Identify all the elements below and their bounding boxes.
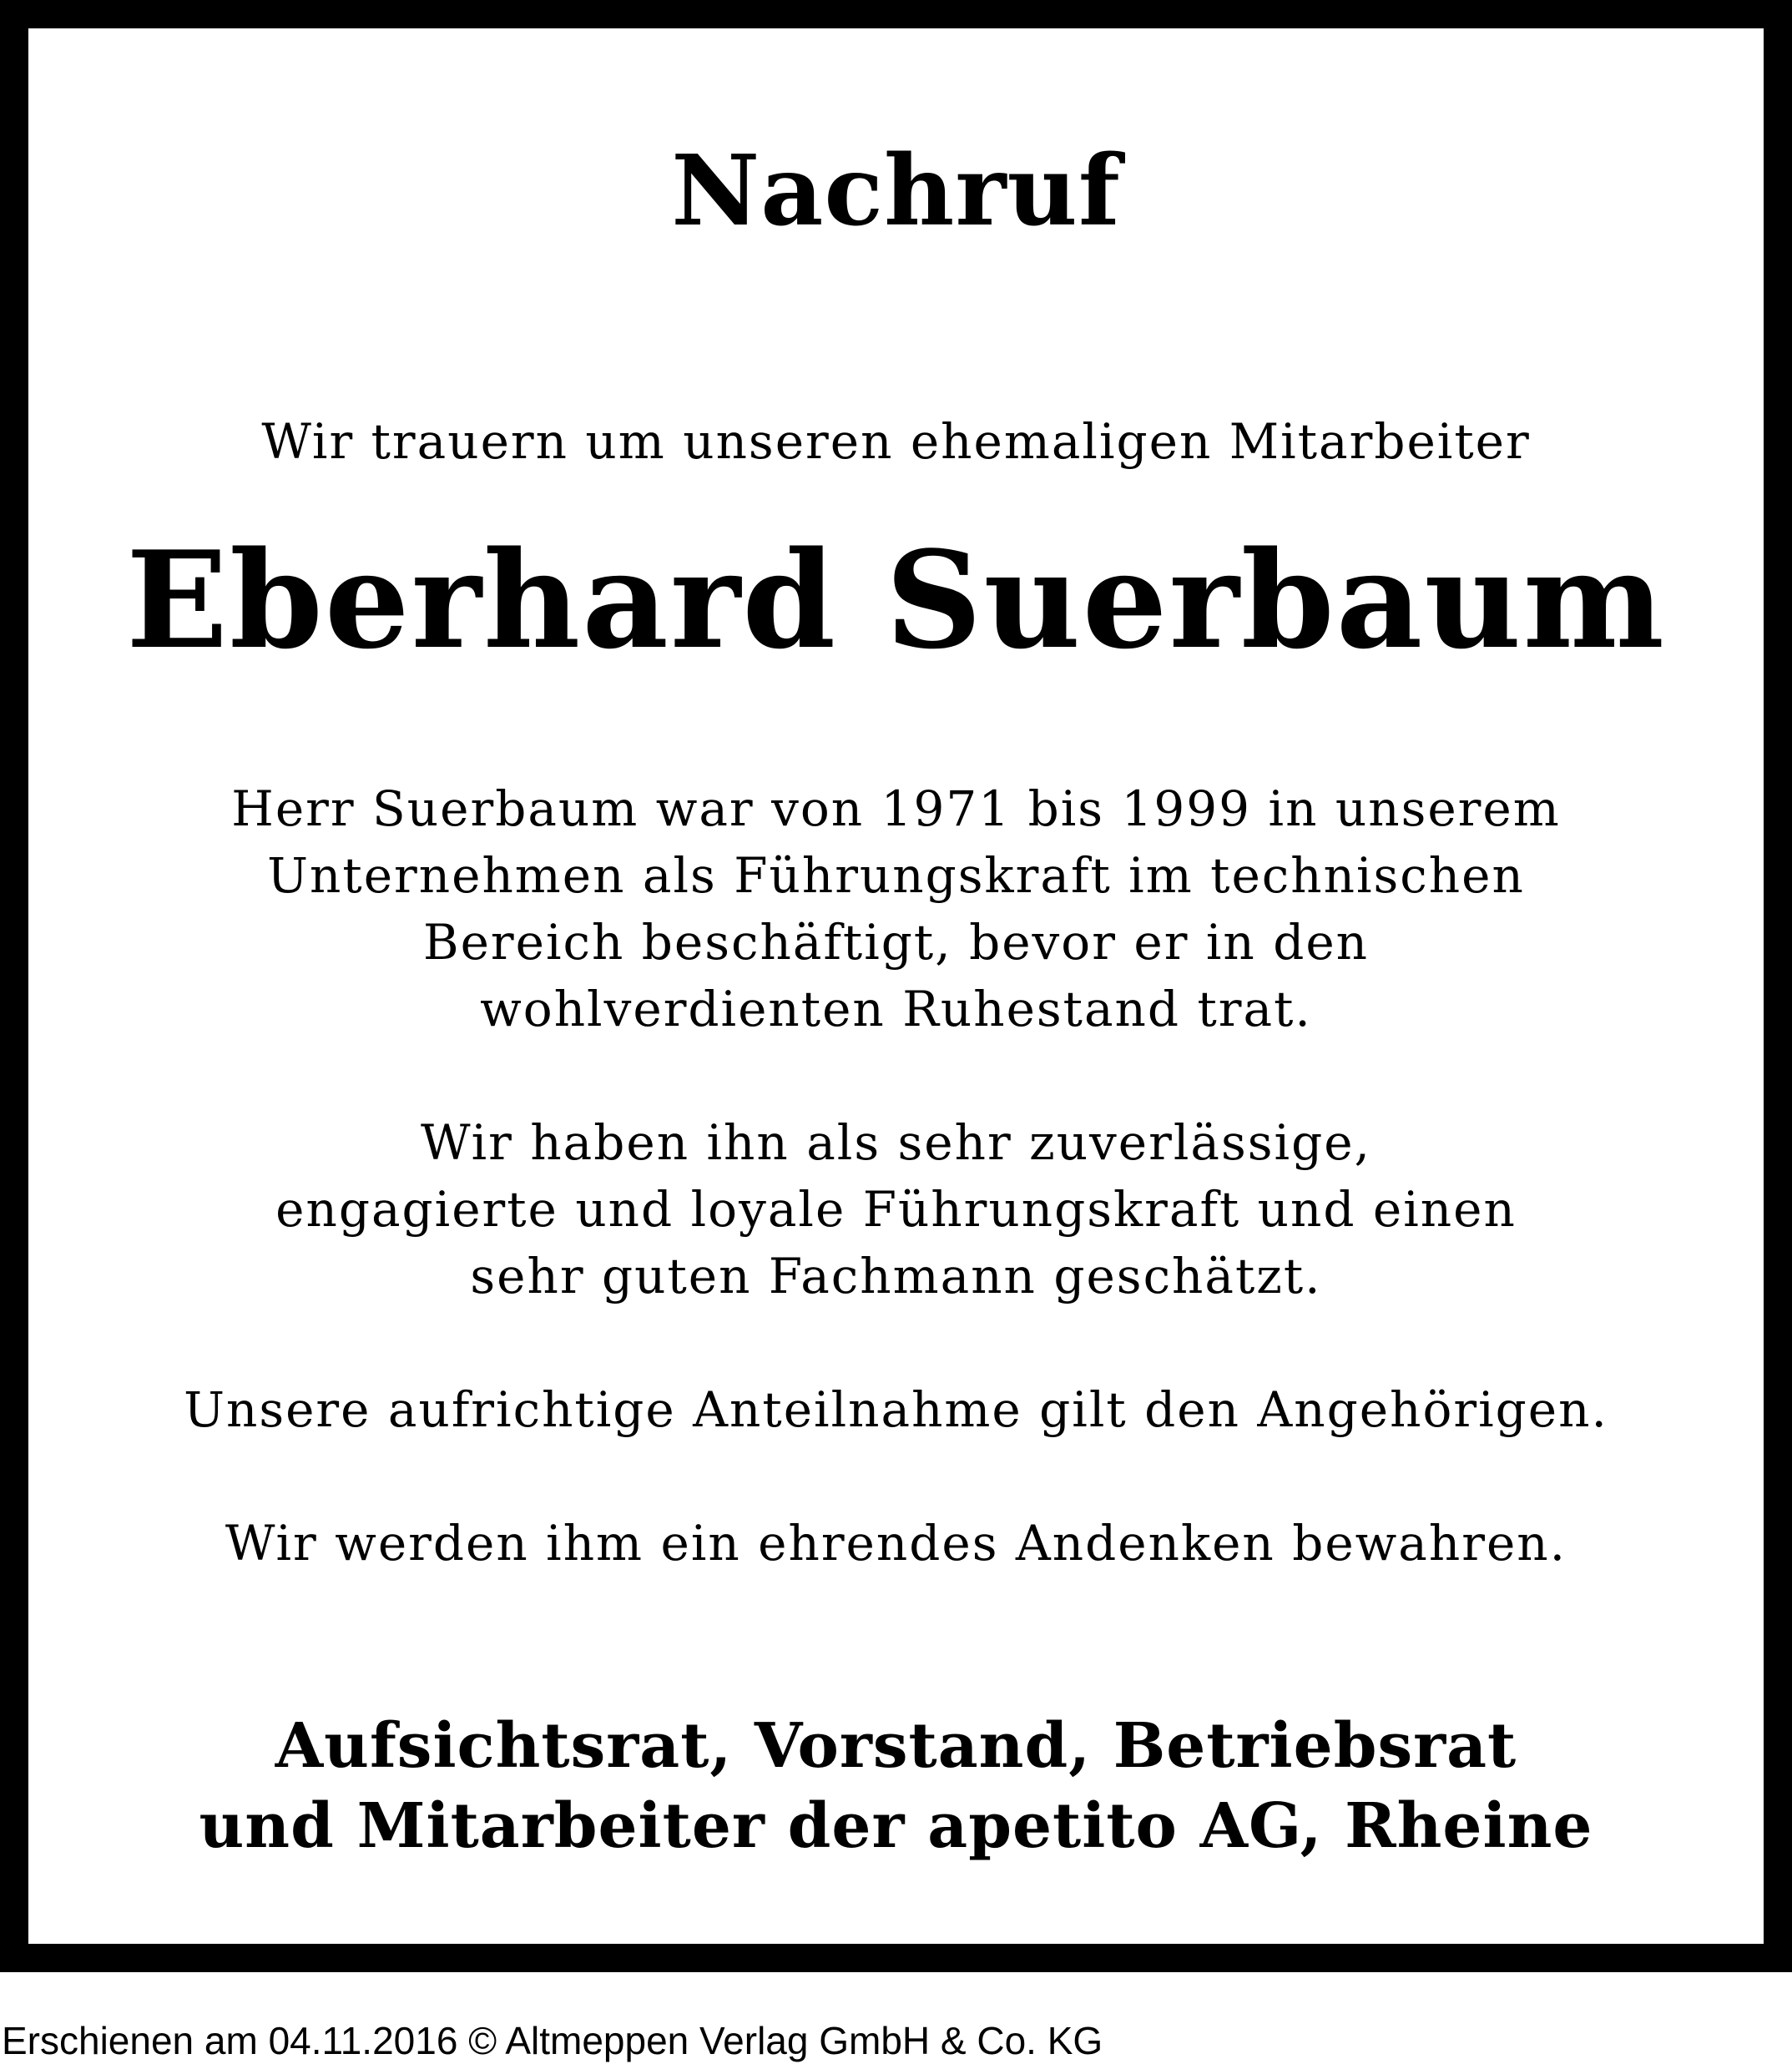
appreciation-paragraph [57, 1109, 1735, 1310]
publication-credit: Erschienen am 04.11.2016 © Altmeppen Verlag GmbH & Co. KG [2, 2019, 1103, 2062]
remembrance-paragraph: Wir werden ihm ein ehrendes Andenken bewahren. [225, 1515, 1567, 1572]
appreciation-line: Wir haben ihn als sehr zuverlässige, [421, 1114, 1371, 1171]
career-paragraph [57, 775, 1735, 1042]
appreciation-line: sehr guten Fachmann geschätzt. [470, 1248, 1322, 1304]
notice-heading: Nachruf [671, 134, 1121, 248]
appreciation-line: engagierte und loyale Führungskraft und einen [275, 1181, 1517, 1238]
condolence-paragraph: Unsere aufrichtige Anteilnahme gilt den Angehörigen. [184, 1381, 1608, 1438]
signature-line: Aufsichtsrat, Vorstand, Betriebsrat [275, 1710, 1517, 1782]
career-line: Herr Suerbaum war von 1971 bis 1999 in unserem [231, 780, 1561, 837]
career-line: wohlverdienten Ruhestand trat. [480, 981, 1312, 1037]
signature-block [57, 1706, 1735, 1866]
deceased-name: Eberhard Suerbaum [126, 522, 1666, 679]
signature-line: und Mitarbeiter der apetito AG, Rheine [199, 1790, 1593, 1862]
career-line: Unternehmen als Führungskraft im technischen [267, 847, 1525, 904]
intro-line: Wir trauern um unseren ehemaligen Mitarbeiter [261, 413, 1531, 470]
career-line: Bereich beschäftigt, bevor er in den [422, 914, 1370, 971]
